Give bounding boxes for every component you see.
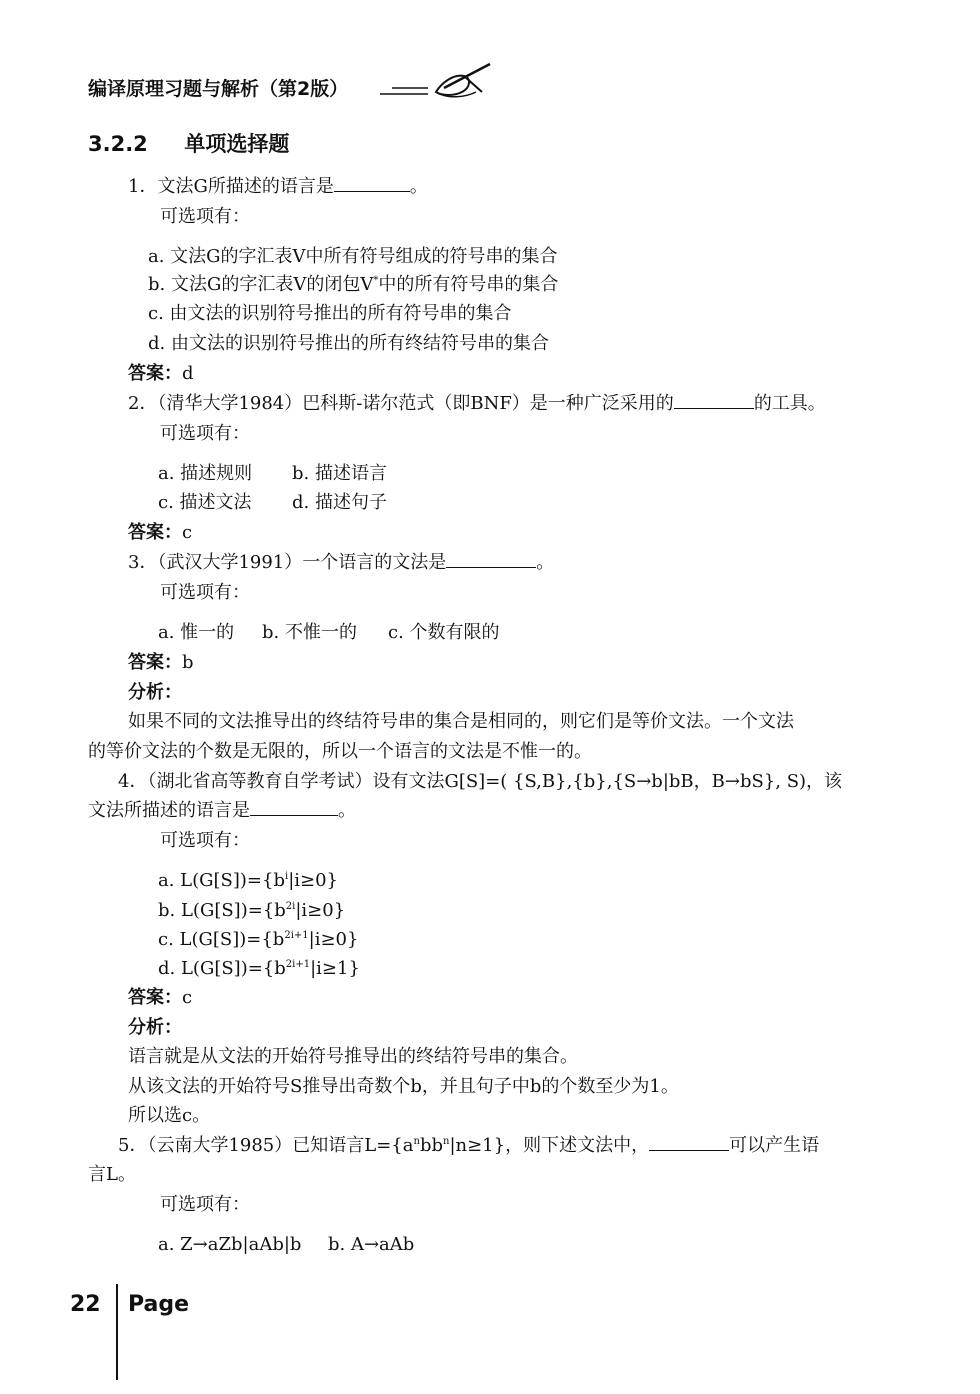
answer-blank	[446, 553, 536, 568]
q5-option-b: b. A→aAb	[328, 1234, 415, 1255]
q4-option-a-text: a. L(G[S])={b	[158, 870, 285, 891]
q4-stem-end: 。	[338, 800, 356, 821]
q4-option-b-sup: 2i	[285, 901, 296, 912]
q5-stem-text-b: bb	[419, 1135, 443, 1156]
q1-option-d: d. 由文法的识别符号推出的所有终结符号串的集合	[148, 333, 549, 354]
answer-blank	[674, 394, 754, 409]
answer-blank	[250, 801, 338, 816]
running-header-title: 编译原理习题与解析（第2版）	[88, 78, 349, 100]
answer-value: d	[182, 363, 194, 384]
q3-analysis-line-2: 的等价文法的个数是无限的，所以一个语言的文法是不惟一的。	[88, 741, 592, 762]
q4-answer	[128, 985, 192, 1011]
q1-stem-end: 。	[409, 176, 428, 197]
q1-option-b-text: b. 文法G的字汇表V的闭包V	[148, 274, 374, 295]
pen-writing-icon	[378, 62, 494, 102]
q4-option-b-text: b. L(G[S])={b	[158, 900, 286, 921]
q2-option-b: b. 描述语言	[292, 463, 387, 484]
q4-option-a	[158, 868, 338, 894]
q2-option-a: a. 描述规则	[158, 463, 253, 484]
q4-option-b-tail: |i≥0}	[295, 900, 346, 921]
q4-stem-line-1: 4．（湖北省高等教育自学考试）设有文法G[S]=( {S,B},{b},{S→b|bB，B→bS}, S)，该	[118, 771, 843, 792]
q4-option-d-tail: |i≥1}	[310, 958, 360, 979]
q3-stem	[128, 550, 554, 576]
q4-option-a-tail: |i≥0}	[288, 870, 338, 891]
answer-value: b	[182, 652, 194, 673]
q5-stem-line-2: 言L。	[88, 1164, 136, 1185]
q2-stem-text: 2．（清华大学1984）巴科斯-诺尔范式（即BNF）是一种广泛采用的	[128, 393, 674, 414]
answer-label: 答案：	[128, 987, 182, 1008]
q5-option-a: a. Z→aZb|aAb|b	[158, 1234, 302, 1255]
q3-option-c: c. 个数有限的	[388, 622, 500, 643]
q2-answer	[128, 520, 192, 546]
q5-stem-text: 5．（云南大学1985）已知语言L={a	[118, 1135, 414, 1156]
answer-label: 答案：	[128, 363, 182, 384]
q4-option-d-sup: 2i+1	[285, 959, 311, 970]
q4-option-d	[158, 956, 360, 982]
q3-analysis-line-1: 如果不同的文法推导出的终结符号串的集合是相同的，则它们是等价文法。一个文法	[128, 711, 794, 732]
q2-options-label: 可选项有：	[160, 423, 250, 444]
q5-stem-text-d: 可以产生语	[729, 1135, 820, 1156]
section-heading	[88, 128, 289, 158]
answer-value: c	[182, 987, 193, 1008]
q4-analysis-line-3: 所以选c。	[128, 1105, 211, 1126]
q4-option-a-sup: i	[284, 871, 289, 882]
q3-option-b: b. 不惟一的	[262, 622, 357, 643]
q4-options-label: 可选项有：	[160, 830, 250, 851]
answer-label: 答案：	[128, 522, 182, 543]
q4-option-c-sup: 2i+1	[284, 930, 309, 941]
answer-label: 答案：	[128, 652, 182, 673]
q5-stem-sup-1: n	[413, 1136, 420, 1147]
q5-stem-sup-2: n	[442, 1136, 450, 1147]
footer-divider	[116, 1284, 118, 1380]
q1-options-label: 可选项有：	[160, 206, 250, 227]
answer-blank	[649, 1136, 729, 1151]
q1-option-b	[148, 272, 558, 298]
q1-option-c: c. 由文法的识别符号推出的所有符号串的集合	[148, 303, 512, 324]
q4-stem-text: 文法所描述的语言是	[88, 800, 250, 821]
q1-answer	[128, 361, 194, 387]
q2-stem-end: 的工具。	[753, 393, 826, 414]
q1-option-b-sup: *	[373, 275, 379, 286]
q3-answer	[128, 650, 194, 676]
q4-option-c-tail: |i≥0}	[308, 929, 359, 950]
q2-stem	[128, 391, 826, 417]
section-number: 3.2.2	[88, 132, 148, 156]
page-word: Page	[128, 1292, 190, 1317]
answer-blank	[334, 177, 410, 192]
q1-option-a: a. 文法G的字汇表V中所有符号组成的符号串的集合	[148, 246, 558, 267]
q3-stem-end: 。	[536, 552, 555, 573]
q1-stem	[128, 174, 428, 200]
q3-option-a: a. 惟一的	[158, 622, 235, 643]
q1-option-b-tail: 中的所有符号串的集合	[378, 274, 559, 295]
q4-stem-line-2	[88, 798, 356, 824]
q1-stem-text: 1．文法G所描述的语言是	[128, 176, 334, 197]
q4-option-c	[158, 927, 358, 953]
q3-stem-text: 3．（武汉大学1991）一个语言的文法是	[128, 552, 447, 573]
q4-option-b	[158, 898, 345, 924]
q5-stem-line-1	[118, 1133, 819, 1159]
section-title: 单项选择题	[184, 132, 290, 156]
q4-analysis-line-1: 语言就是从文法的开始符号推导出的终结符号串的集合。	[128, 1046, 578, 1067]
q2-option-d: d. 描述句子	[292, 492, 387, 513]
q2-option-c: c. 描述文法	[158, 492, 252, 513]
page-number: 22	[70, 1292, 101, 1317]
q4-option-c-text: c. L(G[S])={b	[158, 929, 285, 950]
q4-analysis-label: 分析：	[128, 1017, 182, 1038]
answer-value: c	[182, 522, 193, 543]
q3-analysis-label: 分析：	[128, 682, 182, 703]
q4-analysis-line-2: 从该文法的开始符号S推导出奇数个b，并且句子中b的个数至少为1。	[128, 1076, 679, 1097]
q3-options-label: 可选项有：	[160, 582, 250, 603]
q5-stem-text-c: |n≥1}，则下述文法中，	[449, 1135, 650, 1156]
q5-options-label: 可选项有：	[160, 1194, 250, 1215]
q4-option-d-text: d. L(G[S])={b	[158, 958, 286, 979]
